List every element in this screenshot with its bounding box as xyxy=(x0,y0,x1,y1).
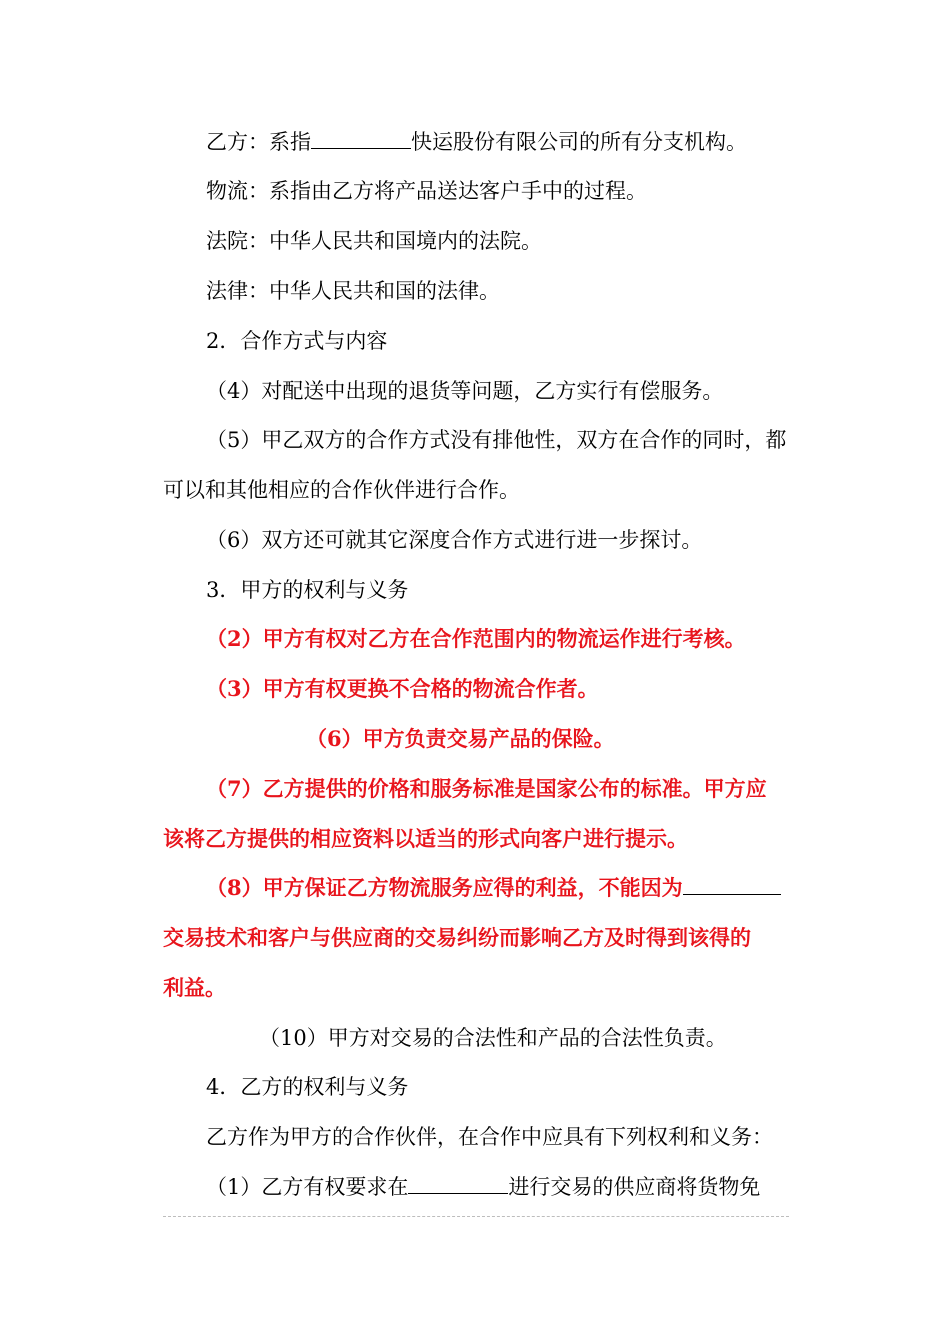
clause-3-3: （3）甲方有权更换不合格的物流合作者。 xyxy=(206,676,599,701)
party-b-intro: 乙方作为甲方的合作伙伴，在合作中应具有下列权利和义务： xyxy=(206,1125,773,1149)
clause-3-8-line1: （8）甲方保证乙方物流服务应得的利益，不能因为 xyxy=(206,873,836,903)
fill-blank xyxy=(311,130,411,149)
clause-2-6: （6）双方还可就其它深度合作方式进行进一步探讨。 xyxy=(206,528,703,552)
clause-4-1: （1）乙方有权要求在 进行交易的供应商将货物免 xyxy=(206,1175,761,1199)
clause-3-8-line2: 交易技术和客户与供应商的交易纠纷而影响乙方及时得到该得的 xyxy=(163,925,751,950)
clause-3-2: （2）甲方有权对乙方在合作范围内的物流运作进行考核。 xyxy=(206,626,746,651)
clause-2-5-line1: （5）甲乙双方的合作方式没有排他性，双方在合作的同时，都 xyxy=(206,428,787,452)
clause-3-8-line3: 利益。 xyxy=(163,975,226,1000)
clause-3-7-line2: 该将乙方提供的相应资料以适当的形式向客户进行提示。 xyxy=(163,826,688,851)
definition-court: 法院：中华人民共和国境内的法院。 xyxy=(206,229,542,253)
definition-law: 法律：中华人民共和国的法律。 xyxy=(206,279,500,303)
clause-3-10: （10）甲方对交易的合法性和产品的合法性负责。 xyxy=(259,1026,727,1050)
section-heading-4: 4．乙方的权利与义务 xyxy=(206,1075,409,1099)
clause-2-4: （4）对配送中出现的退货等问题，乙方实行有偿服务。 xyxy=(206,379,724,403)
definition-logistics: 物流：系指由乙方将产品送达客户手中的过程。 xyxy=(206,179,647,203)
clause-2-5-line2: 可以和其他相应的合作伙伴进行合作。 xyxy=(163,478,520,502)
fill-blank xyxy=(408,1175,508,1194)
clause-3-7-line1: （7）乙方提供的价格和服务标准是国家公布的标准。甲方应 xyxy=(206,776,767,801)
section-heading-3: 3．甲方的权利与义务 xyxy=(206,578,409,602)
fill-blank xyxy=(683,876,781,895)
section-heading-2: 2．合作方式与内容 xyxy=(206,329,388,353)
definition-party-b: 乙方：系指 快运股份有限公司的所有分支机构。 xyxy=(206,130,747,154)
clause-3-6: （6）甲方负责交易产品的保险。 xyxy=(306,726,615,751)
page-divider xyxy=(163,1216,789,1217)
